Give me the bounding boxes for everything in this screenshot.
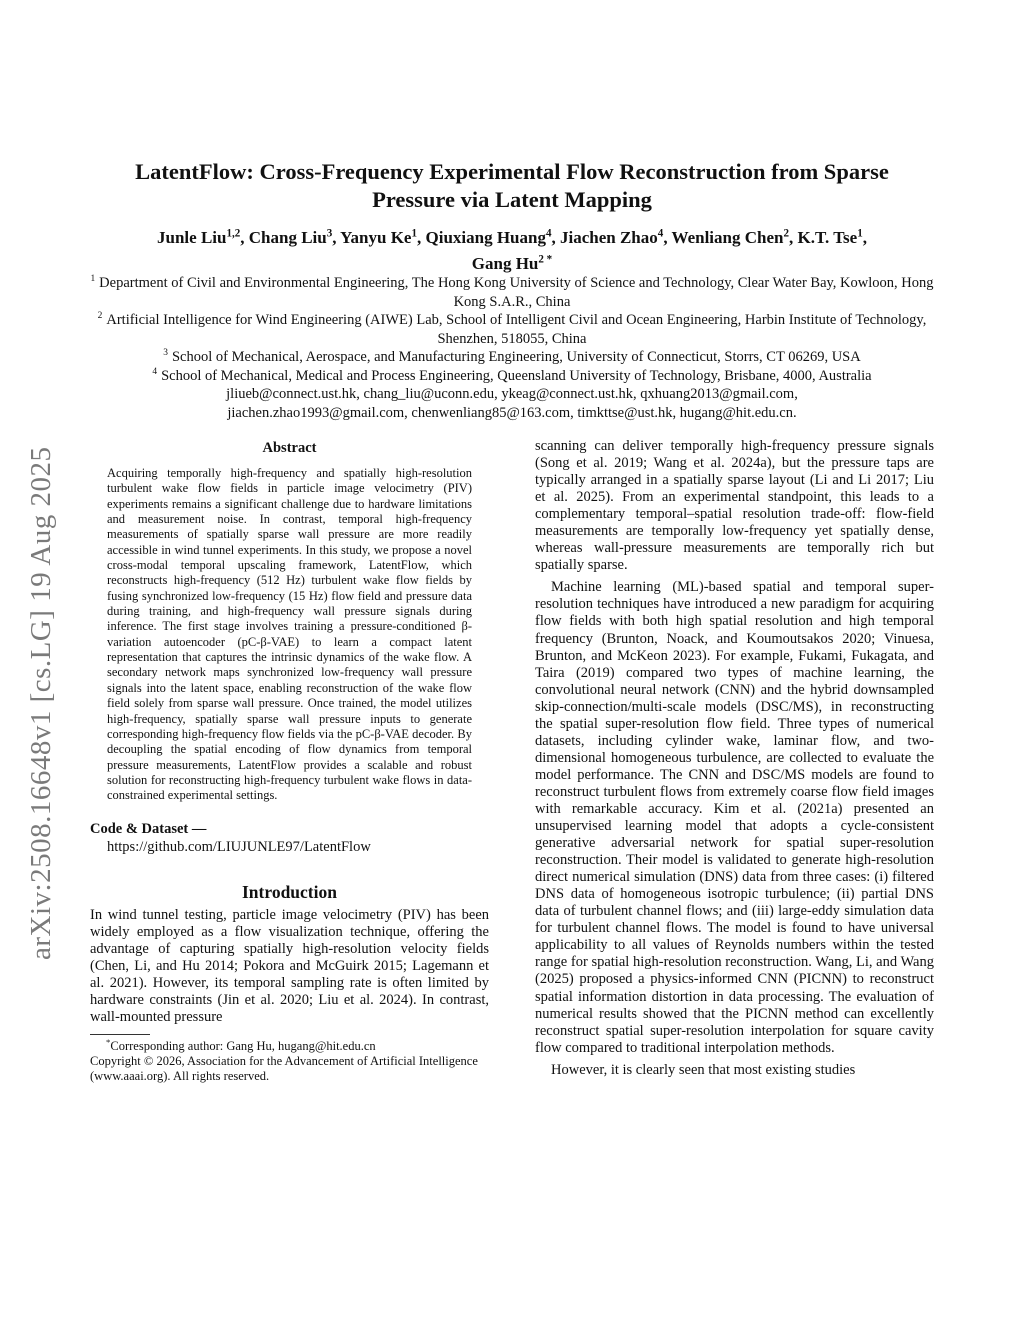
affiliation-entry (78, 311, 946, 348)
affiliation-number: 4 (152, 366, 158, 377)
affiliation-number: 2 (97, 311, 103, 322)
author-name: Qiuxiang Huang (425, 228, 546, 247)
repository-link[interactable]: https://github.com/LIUJUNLE97/LatentFlow (107, 839, 371, 856)
corresponding-author-text: Corresponding author: Gang Hu, hugang@hit.edu.cn (110, 1038, 376, 1053)
abstract-body: Acquiring temporally high-frequency and spatially high-resolution turbulent wake flow fields in particle image velocimetry (PIV) experiments remains a significant challenge due to hardware limitations and measurement noise. In contrast, temporal high-frequency measurements of spatially sparse wall pressure are more readily accessible in wind tunnel experiments. In this study, we propose a novel cross-modal temporal upscaling framework, LatentFlow, which reconstructs high-frequency (512 Hz) turbulent wake flow fields by fusing synchronized low-frequency (15 Hz) flow field and pressure data during training, and high-frequency wall pressure signals during inference. The first stage involves training a pressure-conditioned β-variation autoencoder (pC-β-VAE) to learn a compact latent representation that captures the intrinsic dynamics of the wake flow. A secondary network maps synchronized low-frequency wall pressure signals into the latent space, enabling reconstruction of the wake flow field solely from sparse wall pressure. Once trained, the model utilizes high-frequency, spatially sparse wall pressure inputs to generate corresponding high-frequency flow fields via the pC-β-VAE decoder. By decoupling the spatial encoding of flow dynamics from temporal pressure measurements, LatentFlow provides a scalable and robust solution for reconstructing high-frequency turbulent wake flows in data-constrained experimental settings. (107, 466, 472, 803)
affiliation-entry (78, 348, 946, 367)
body-paragraph: However, it is clearly seen that most existing studies (551, 1061, 856, 1078)
author-affiliation-marker: 1 (411, 227, 417, 240)
author-affiliation-marker: 2 * (538, 253, 553, 266)
title-line-1: LatentFlow: Cross-Frequency Experimental Flow Reconstruction from Sparse (135, 159, 889, 184)
author-name: Gang Hu (471, 254, 539, 273)
affiliation-entry (78, 367, 946, 386)
affiliation-text: School of Mechanical, Medical and Process Engineering, Queensland University of Technology, Brisbane, 4000, Australia (161, 367, 872, 384)
body-paragraph: scanning can deliver temporally high-frequency pressure signals (Song et al. 2019; Wang et al. 2024a), but the pressure taps are typically arranged in a spatially sparse layout (Li and Li 2017; Liu et al. 2025). From an experimental standpoint, this leads to a complementary temporal–spatial resolution trade-off: flow-field measurements are temporally low-frequency yet spatially dense, whereas wall-pressure measurements are temporally rich but spatially sparse. (535, 438, 934, 574)
author-name: Yanyu Ke (340, 228, 412, 247)
corresponding-author-footnote (90, 1036, 489, 1054)
email-line-2[interactable]: jiachen.zhao1993@gmail.com, chenwenliang85@163.com, timkttse@ust.hk, hugang@hit.edu.cn. (227, 404, 797, 421)
author-name: Chang Liu (248, 228, 327, 247)
affiliation-text: Department of Civil and Environmental Engineering, The Hong Kong University of Science and Technology, Clear Water Bay, Kowloon, Hong Kong S.A.R., China (99, 275, 934, 310)
affiliations-block (78, 274, 946, 422)
author-affiliation-marker: 4 (657, 227, 664, 240)
body-paragraph: Machine learning (ML)-based spatial and temporal super-resolution techniques have introduced a new paradigm for acquiring flow fields with both high spatial resolution and high temporal frequency (Brunton, Noack, and Koumoutsakos 2020; Vinuesa, Brunton, and McKeon 2023). For example, Fukami, Fukagata, and Taira (2019) compared two types of machine learning, the convolutional neural network (CNN) and the hybrid downsampled skip-connection/multi-scale models (DSC/MS), in reconstructing the spatial super-resolution flow field. Three types of numerical datasets, including cylinder wake, laminar flow, and two-dimensional homogeneous turbulence, are collected to evaluate the model performance. The CNN and DSC/MS models are found to reconstruct turbulent flows from extremely coarse flow field images with remarkable accuracy. Kim et al. (2021a) presented an unsupervised learning model that adopts a cycle-consistent generative adversarial network for spatial super-resolution reconstruction. Their model is validated to generate high-resolution direct numerical simulation (DNS) data from three cases: (i) filtered DNS data of homogeneous isotropic turbulence; (ii) partial DNS data of turbulent channel flows; and (iii) large-eddy simulation data for turbulent channel flows. The model is found to have universal applicability to all values of Reynolds numbers within the tested range for spatial high-resolution reconstruction. Wang, Li, and Wang (2025) proposed a physics-informed CNN (PICNN) to reconstruct spatial information distortion in data processing. The evaluation of numerical results showed that the PICNN method can excellently reconstruct spatial super-resolution interpolation for square cavity flow compared to traditional interpolation methods. (535, 579, 934, 1056)
affiliation-number: 3 (163, 348, 168, 359)
author-affiliation-marker: 4 (545, 227, 552, 240)
title-line-2: Pressure via Latent Mapping (372, 187, 652, 212)
author-name: Junle Liu (157, 228, 227, 247)
footnote-marker: * (106, 1036, 111, 1047)
author-list: Junle Liu$^{1,2}$, Chang Liu$^3$, Yanyu Ke$^1$, Qiuxiang Huang$^4$, Jiachen Zhao$^4$, Wenliang Chen$^2$, K.T. Tse$^1$, Gang $Hu^{2 *}$ (157, 227, 867, 273)
footnote-divider (90, 1034, 150, 1035)
affiliation-text: Artificial Intelligence for Wind Engineering (AIWE) Lab, School of Intelligent Civil and Ocean Engineering, Harbin Institute of Technology, Shenzhen, 518055, China (106, 312, 927, 347)
author-name: K.T. Tse (797, 228, 858, 247)
author-affiliation-marker: 2 (783, 227, 789, 240)
left-column (90, 438, 489, 1085)
author-name: Jiachen Zhao (560, 228, 658, 247)
introduction-heading: Introduction (242, 881, 337, 902)
email-line-1[interactable]: jliueb@connect.ust.hk, chang_liu@uconn.edu, ykeag@connect.ust.hk, qxhuang2013@gmail.com, (226, 386, 798, 402)
arxiv-identifier-stamp[interactable]: arXiv:2508.16648v1 [cs.LG] 19 Aug 2025 (25, 446, 57, 960)
author-affiliation-marker: 1,2 (226, 227, 241, 240)
author-affiliation-marker: 3 (326, 227, 333, 240)
paper-title (90, 158, 934, 214)
abstract-heading: Abstract (262, 440, 317, 456)
code-dataset-block (90, 820, 489, 857)
author-name: Wenliang Chen (671, 228, 784, 247)
affiliation-number: 1 (90, 274, 96, 285)
affiliation-text: School of Mechanical, Aerospace, and Manufacturing Engineering, University of Connecticut, Storrs, CT 06269, USA (171, 349, 861, 365)
copyright-notice: Copyright © 2026, Association for the Advancement of Artificial Intelligence (www.aaai.org). All rights reserved. (90, 1054, 478, 1084)
code-dataset-label: Code & Dataset — (90, 820, 207, 837)
right-column (535, 438, 934, 1079)
affiliation-entry (78, 274, 946, 311)
author-affiliation-marker: 1 (857, 227, 863, 240)
introduction-paragraph: In wind tunnel testing, particle image velocimetry (PIV) has been widely employed as a flow visualization technique, offering the advantage of capturing spatially high-resolution velocity fields (Chen, Li, and Hu 2014; Pokora and McGuirk 2015; Lagemann et al. 2021). However, its temporal sampling rate is often limited by hardware constraints (Jin et al. 2020; Liu et al. 2024). In contrast, wall-mounted pressure (90, 906, 489, 1025)
